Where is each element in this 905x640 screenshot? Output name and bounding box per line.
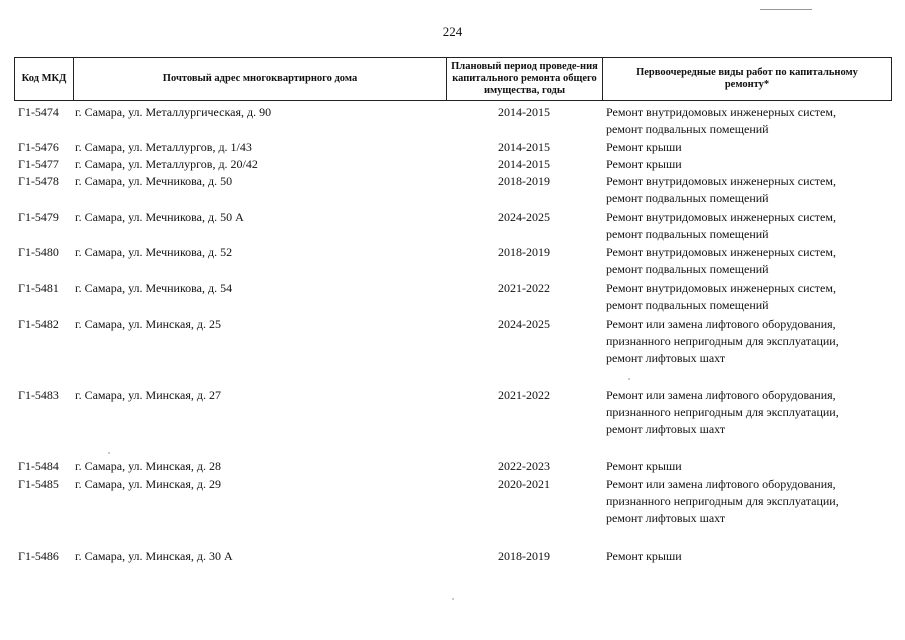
mkd-address: г. Самара, ул. Мечникова, д. 52: [75, 245, 233, 259]
scan-speck: [452, 598, 454, 600]
header-code: Код МКД: [15, 58, 74, 100]
mkd-code: Г1-5485: [18, 477, 59, 491]
mkd-address: г. Самара, ул. Металлургов, д. 20/42: [75, 157, 258, 171]
repair-works-line: Ремонт внутридомовых инженерных систем,: [606, 210, 836, 224]
scan-speck: [628, 378, 630, 380]
repair-period: 2018-2019: [498, 174, 550, 188]
table-header: [14, 57, 892, 101]
repair-works-line: Ремонт или замена лифтового оборудования,: [606, 477, 836, 491]
scan-speck: [108, 452, 110, 454]
mkd-code: Г1-5483: [18, 388, 59, 402]
header-works: Первоочередные виды работ по капитальному ремонту*: [636, 67, 858, 90]
repair-period: 2024-2025: [498, 210, 550, 224]
repair-works-line: Ремонт или замена лифтового оборудования,: [606, 317, 836, 331]
repair-period: 2020-2021: [498, 477, 550, 491]
repair-works-line: Ремонт крыши: [606, 459, 682, 473]
repair-works-line: признанного непригодным для эксплуатации,: [606, 405, 839, 419]
repair-works-line: Ремонт крыши: [606, 549, 682, 563]
mkd-address: г. Самара, ул. Мечникова, д. 54: [75, 281, 233, 295]
repair-works-line: ремонт лифтовых шахт: [606, 511, 726, 525]
repair-works-line: ремонт подвальных помещений: [606, 122, 769, 136]
repair-works-line: Ремонт или замена лифтового оборудования,: [606, 388, 836, 402]
repair-works-line: ремонт подвальных помещений: [606, 191, 769, 205]
mkd-code: Г1-5477: [18, 157, 59, 171]
header-period: Плановый период проведе-ния капитального ремонта общего имущества, годы: [447, 58, 603, 100]
repair-works-line: ремонт лифтовых шахт: [606, 422, 726, 436]
repair-period: 2014-2015: [498, 140, 550, 154]
mkd-address: г. Самара, ул. Мечникова, д. 50: [75, 174, 233, 188]
repair-works-line: признанного непригодным для эксплуатации,: [606, 334, 839, 348]
mkd-code: Г1-5481: [18, 281, 59, 295]
repair-works-line: признанного непригодным для эксплуатации,: [606, 494, 839, 508]
repair-works-line: Ремонт крыши: [606, 140, 682, 154]
mkd-address: г. Самара, ул. Металлургическая, д. 90: [75, 105, 272, 119]
repair-period: 2018-2019: [498, 549, 550, 563]
repair-works-line: Ремонт внутридомовых инженерных систем,: [606, 105, 836, 119]
mkd-code: Г1-5484: [18, 459, 59, 473]
scan-mark: [760, 9, 812, 10]
mkd-address: г. Самара, ул. Минская, д. 25: [75, 317, 221, 331]
page-number: 224: [442, 24, 463, 39]
mkd-code: Г1-5480: [18, 245, 59, 259]
mkd-code: Г1-5479: [18, 210, 59, 224]
mkd-code: Г1-5474: [18, 105, 59, 119]
repair-period: 2014-2015: [498, 105, 550, 119]
mkd-code: Г1-5476: [18, 140, 59, 154]
repair-period: 2024-2025: [498, 317, 550, 331]
repair-period: 2021-2022: [498, 281, 550, 295]
mkd-address: г. Самара, ул. Металлургов, д. 1/43: [75, 140, 252, 154]
mkd-code: Г1-5486: [18, 549, 59, 563]
repair-works-line: ремонт лифтовых шахт: [606, 351, 726, 365]
repair-period: 2022-2023: [498, 459, 550, 473]
repair-period: 2021-2022: [498, 388, 550, 402]
mkd-code: Г1-5478: [18, 174, 59, 188]
header-address: Почтовый адрес многоквартирного дома: [74, 58, 447, 100]
repair-works-line: Ремонт крыши: [606, 157, 682, 171]
repair-works-line: Ремонт внутридомовых инженерных систем,: [606, 281, 836, 295]
repair-works-line: ремонт подвальных помещений: [606, 227, 769, 241]
repair-works-line: Ремонт внутридомовых инженерных систем,: [606, 174, 836, 188]
mkd-address: г. Самара, ул. Мечникова, д. 50 А: [75, 210, 244, 224]
mkd-code: Г1-5482: [18, 317, 59, 331]
repair-period: 2014-2015: [498, 157, 550, 171]
mkd-address: г. Самара, ул. Минская, д. 27: [75, 388, 221, 402]
repair-works-line: Ремонт внутридомовых инженерных систем,: [606, 245, 836, 259]
repair-works-line: ремонт подвальных помещений: [606, 262, 769, 276]
mkd-address: г. Самара, ул. Минская, д. 30 А: [75, 549, 233, 563]
repair-period: 2018-2019: [498, 245, 550, 259]
mkd-address: г. Самара, ул. Минская, д. 28: [75, 459, 221, 473]
mkd-address: г. Самара, ул. Минская, д. 29: [75, 477, 221, 491]
repair-works-line: ремонт подвальных помещений: [606, 298, 769, 312]
